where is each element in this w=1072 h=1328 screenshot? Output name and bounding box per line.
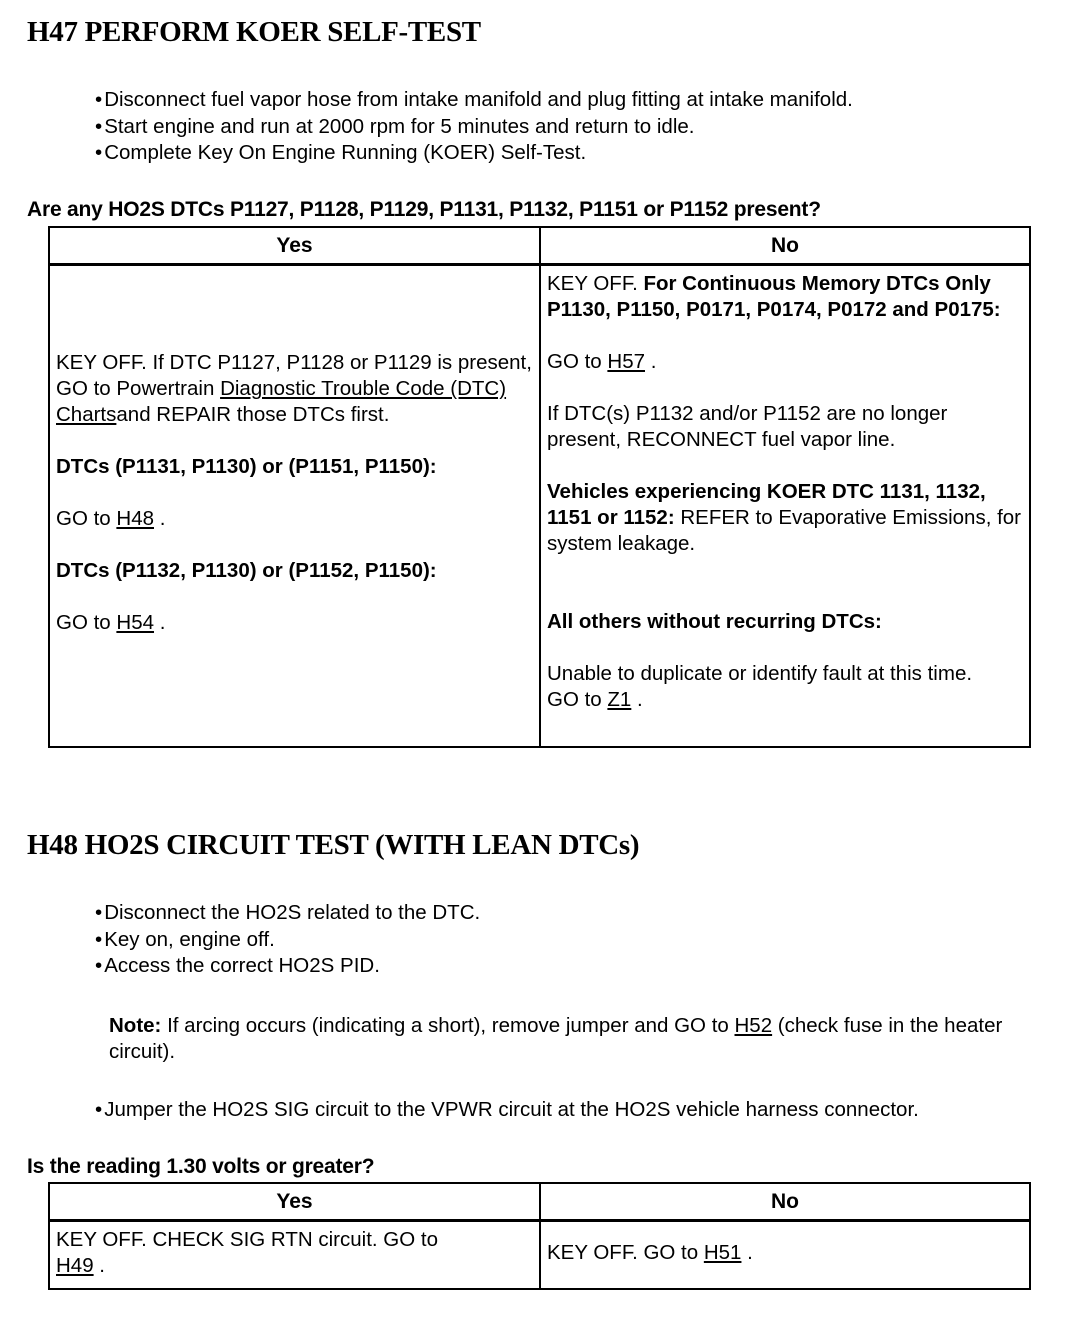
table-row	[50, 266, 1029, 747]
h57-link[interactable]: H57	[607, 350, 645, 373]
h52-link[interactable]: H52	[734, 1014, 773, 1037]
go-to-text: GO to	[56, 507, 117, 530]
h47-decision-table	[48, 226, 1031, 748]
yes-column-header: Yes	[50, 1184, 541, 1219]
list-item: • Start engine and run at 2000 rpm for 5 minutes and return to idle.	[95, 114, 853, 141]
period: .	[741, 1241, 753, 1264]
h48-link[interactable]: H48	[116, 507, 154, 530]
continuous-memory-heading: For Continuous Memory DTCs Only P1130, P1150, P0171, P0174, P0172 and P0175:	[547, 272, 1001, 321]
no-column-header: No	[771, 233, 799, 257]
h54-link[interactable]: H54	[116, 611, 154, 634]
yes-instruction	[56, 1227, 469, 1279]
refer-text: REFER to Evaporative Emissions, for system leakage.	[547, 506, 1022, 555]
list-item: • Disconnect the HO2S related to the DTC.	[95, 900, 480, 927]
dtc-charts-link[interactable]: Diagnostic Trouble Code (DTC) Charts	[56, 377, 507, 426]
h48-decision-table	[48, 1182, 1031, 1290]
yes-instruction-text: KEY OFF. If DTC P1127, P1128 or P1129 is present, GO to Powertrain	[56, 351, 532, 400]
table-header-row	[50, 228, 1029, 266]
z1-link[interactable]: Z1	[607, 688, 632, 711]
period: .	[154, 611, 166, 634]
h49-link[interactable]: H49	[56, 1254, 94, 1277]
note-text-end: (check fuse in the heater circuit).	[109, 1014, 1003, 1063]
go-to-text: GO to	[56, 611, 117, 634]
period: .	[93, 1254, 106, 1277]
list-item: • Key on, engine off.	[95, 927, 480, 954]
h47-steps-list	[95, 87, 853, 167]
section-title-h47: H47 PERFORM KOER SELF-TEST	[27, 16, 481, 48]
go-to-text: GO to	[547, 350, 608, 373]
go-to-line	[56, 506, 533, 532]
h48-question: Is the reading 1.30 volts or greater?	[27, 1155, 375, 1178]
list-item: • Access the correct HO2S PID.	[95, 953, 480, 980]
no-column-header: No	[771, 1189, 799, 1213]
reconnect-instruction: If DTC(s) P1132 and/or P1152 are no longer present, RECONNECT fuel vapor line.	[547, 402, 948, 451]
period: .	[154, 507, 166, 530]
period: .	[645, 350, 657, 373]
go-to-text: GO to	[547, 688, 608, 711]
h51-link[interactable]: H51	[703, 1241, 742, 1264]
others-heading: All others without recurring DTCs:	[547, 610, 882, 633]
go-to-line	[547, 349, 1023, 375]
yes-instruction	[56, 350, 533, 428]
note	[109, 1013, 1039, 1065]
yes-column-header: Yes	[50, 228, 541, 263]
unable-text: Unable to duplicate or identify fault at this time.	[547, 662, 973, 685]
koer-dtc-heading: Vehicles experiencing KOER DTC 1131, 1132, 1151 or 1152:	[547, 480, 986, 529]
go-to-line	[56, 610, 533, 636]
note-label: Note:	[109, 1014, 162, 1037]
no-instruction	[547, 1240, 1023, 1266]
section-title-h48: H48 HO2S CIRCUIT TEST (WITH LEAN DTCs)	[27, 829, 640, 861]
table-row	[50, 1222, 1029, 1289]
go-to-line	[547, 687, 1023, 713]
h48-steps-list-2	[95, 1097, 919, 1124]
yes-instruction-text-end: and REPAIR those DTCs first.	[116, 403, 390, 426]
no-cell	[541, 266, 1029, 747]
list-item: • Disconnect fuel vapor hose from intake manifold and plug fitting at intake manifold.	[95, 87, 853, 114]
list-item: • Complete Key On Engine Running (KOER) Self-Test.	[95, 140, 853, 167]
table-header-row	[50, 1184, 1029, 1222]
no-cell	[541, 1222, 1029, 1289]
yes-instruction-text: KEY OFF. CHECK SIG RTN circuit. GO to	[56, 1228, 438, 1251]
koer-dtc-instruction	[547, 479, 1023, 557]
no-instruction-text: KEY OFF.	[547, 272, 644, 295]
h47-question: Are any HO2S DTCs P1127, P1128, P1129, P1131, P1132, P1151 or P1152 present?	[27, 198, 821, 221]
yes-cell	[50, 1222, 541, 1289]
h48-steps-list	[95, 900, 480, 980]
dtc-group-heading: DTCs (P1131, P1130) or (P1151, P1150):	[56, 455, 437, 478]
yes-cell	[50, 266, 541, 747]
period: .	[631, 688, 643, 711]
note-text: If arcing occurs (indicating a short), remove jumper and GO to	[161, 1014, 735, 1037]
list-item: • Jumper the HO2S SIG circuit to the VPWR circuit at the HO2S vehicle harness connector.	[95, 1097, 919, 1124]
dtc-group-heading: DTCs (P1132, P1130) or (P1152, P1150):	[56, 559, 437, 582]
no-instruction-text: KEY OFF. GO to	[547, 1241, 704, 1264]
no-instruction	[547, 271, 1023, 323]
